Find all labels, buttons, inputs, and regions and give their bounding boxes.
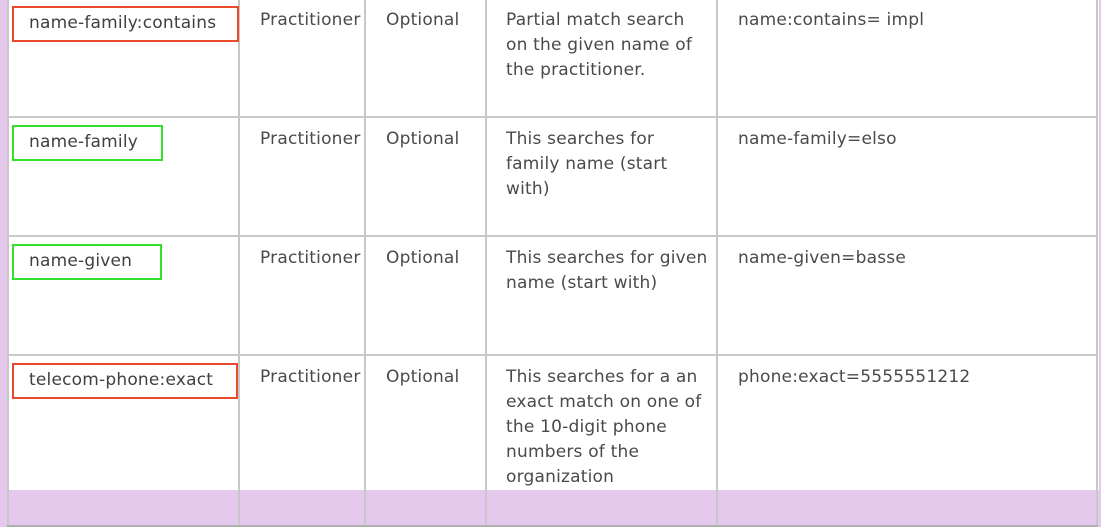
table-row bbox=[8, 117, 1097, 236]
description-cell: This searches for family name (start with) bbox=[486, 117, 717, 236]
parameter-name-highlight-red bbox=[12, 6, 239, 42]
table-row bbox=[8, 0, 1097, 117]
parameter-name-highlight-green bbox=[12, 244, 162, 280]
resource-cell: Practitioner bbox=[239, 0, 365, 117]
cardinality-cell: Optional bbox=[365, 0, 486, 117]
search-parameters-table bbox=[7, 0, 1098, 527]
cardinality-cell: Optional bbox=[365, 355, 486, 526]
table-row bbox=[8, 236, 1097, 355]
parameter-name: telecom-phone:exact bbox=[29, 370, 214, 390]
resource-cell: Practitioner bbox=[239, 236, 365, 355]
resource-cell: Practitioner bbox=[239, 117, 365, 236]
parameter-cell bbox=[8, 355, 239, 526]
parameter-cell bbox=[8, 0, 239, 117]
example-cell: name-given=basse bbox=[717, 236, 1097, 355]
resource-cell: Practitioner bbox=[239, 355, 365, 526]
document-page bbox=[7, 0, 1099, 490]
table-row bbox=[8, 355, 1097, 526]
example-cell: name-family=elso bbox=[717, 117, 1097, 236]
cardinality-cell: Optional bbox=[365, 117, 486, 236]
parameter-name-highlight-green bbox=[12, 125, 163, 161]
parameter-cell bbox=[8, 117, 239, 236]
parameter-name: name-family bbox=[29, 132, 139, 152]
parameter-name: name-family:contains bbox=[29, 13, 217, 33]
parameter-name-highlight-red bbox=[12, 363, 238, 399]
parameter-cell bbox=[8, 236, 239, 355]
parameter-name: name-given bbox=[29, 251, 133, 271]
description-cell: This searches for given name (start with) bbox=[486, 236, 717, 355]
example-cell: name:contains= impl bbox=[717, 0, 1097, 117]
description-cell: This searches for a an exact match on one of the 10-digit phone numbers of the organization bbox=[486, 355, 717, 526]
example-cell: phone:exact=5555551212 bbox=[717, 355, 1097, 526]
description-cell: Partial match search on the given name of the practitioner. bbox=[486, 0, 717, 117]
cardinality-cell: Optional bbox=[365, 236, 486, 355]
